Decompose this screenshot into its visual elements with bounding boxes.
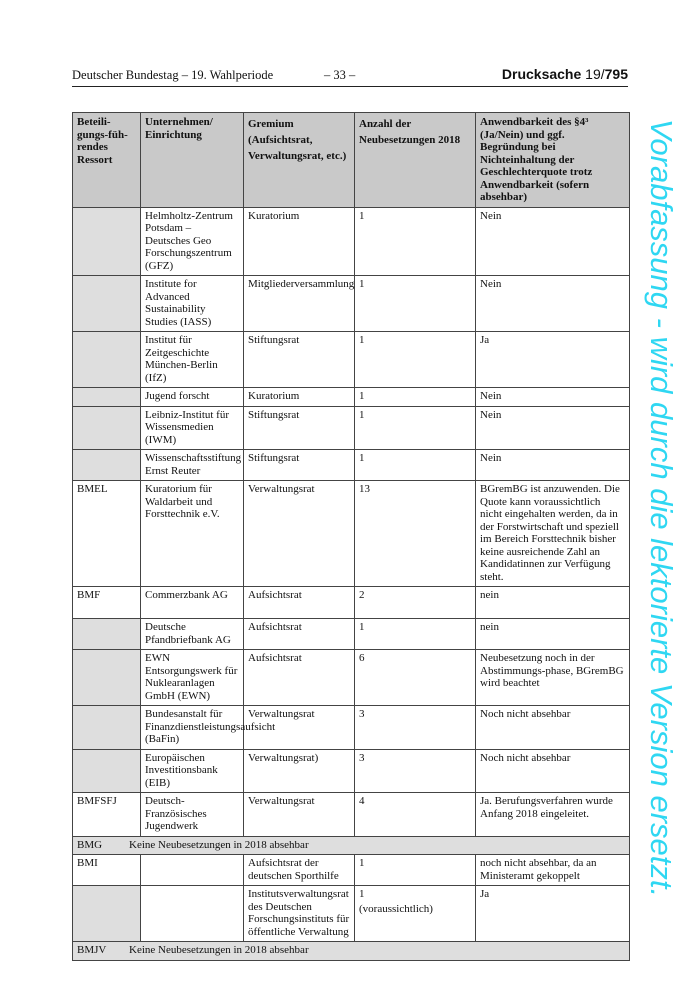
cell-unternehmen <box>141 886 244 942</box>
table-row <box>73 450 630 481</box>
cell-unternehmen: Bundesanstalt für Finanzdienstleistungsaufsicht (BaFin) <box>141 706 244 750</box>
page-header <box>72 68 628 87</box>
table-row <box>73 706 630 750</box>
cell-unternehmen: Europäischen Investitionsbank (EIB) <box>141 749 244 793</box>
cell-anzahl: 1 <box>355 332 476 388</box>
cell-anwendbarkeit: Ja. Berufungsverfahren wurde Anfang 2018 eingeleitet. <box>476 793 630 837</box>
drucksache-page: 795 <box>604 66 628 82</box>
drucksache-number: 19/ <box>581 66 605 82</box>
cell-anwendbarkeit: Nein <box>476 450 630 481</box>
col-header-unternehmen: Unternehmen/ Einrichtung <box>141 113 244 208</box>
table-row <box>73 650 630 706</box>
cell-gremium: Kuratorium <box>244 207 355 276</box>
cell-unternehmen: EWN Entsorgungswerk für Nuklearanlagen GmbH (EWN) <box>141 650 244 706</box>
cell-gremium: Verwaltungsrat) <box>244 749 355 793</box>
cell-anzahl: 3 <box>355 706 476 750</box>
cell-gremium: Aufsichtsrat <box>244 587 355 619</box>
cell-anzahl: 1 <box>355 406 476 450</box>
table-row <box>73 388 630 407</box>
cell-unternehmen: Leibniz-Institut für Wissensmedien (IWM) <box>141 406 244 450</box>
cell-ressort <box>73 706 141 750</box>
cell-anzahl: 1 <box>355 276 476 332</box>
cell-gremium: Stiftungsrat <box>244 406 355 450</box>
table-row <box>73 855 630 886</box>
cell-ressort: BMJV <box>77 944 107 956</box>
table-row <box>73 587 630 619</box>
cell-unternehmen: Wissenschaftsstiftung Ernst Reuter <box>141 450 244 481</box>
cell-ressort <box>73 332 141 388</box>
cell-unternehmen: Helmholtz-Zentrum Potsdam – Deutsches Geo Forschungszentrum (GFZ) <box>141 207 244 276</box>
cell-anwendbarkeit: Nein <box>476 207 630 276</box>
table-row <box>73 481 630 587</box>
cell-anwendbarkeit: noch nicht absehbar, da an Ministeramt gekoppelt <box>476 855 630 886</box>
neubesetzungen-table <box>72 112 630 961</box>
cell-anwendbarkeit: Ja <box>476 332 630 388</box>
cell-gremium: Institutsverwaltungsrat des Deutschen Forschungsinstituts für öffentliche Verwaltung <box>244 886 355 942</box>
cell-unternehmen <box>141 855 244 886</box>
watermark-text: Vorabfassung - wird durch die lektorierte Version ersetzt. <box>644 118 679 898</box>
cell-anwendbarkeit: Nein <box>476 406 630 450</box>
cell-unternehmen: Kuratorium für Waldarbeit und Forsttechnik e.V. <box>141 481 244 587</box>
cell-anzahl: 6 <box>355 650 476 706</box>
cell-gremium: Verwaltungsrat <box>244 706 355 750</box>
cell-anwendbarkeit: Neubesetzung noch in der Abstimmungs-phase, BGremBG wird beachtet <box>476 650 630 706</box>
cell-ressort <box>73 650 141 706</box>
cell-anzahl: 1 <box>355 388 476 407</box>
cell-anzahl <box>355 855 476 886</box>
cell-anzahl: 3 <box>355 749 476 793</box>
col-header-ressort: Beteili-gungs-füh-rendes Ressort <box>73 113 141 208</box>
table-row <box>73 207 630 276</box>
table-row <box>73 749 630 793</box>
cell-span-text: Keine Neubesetzungen in 2018 absehbar <box>129 838 309 851</box>
cell-ressort <box>73 749 141 793</box>
cell-anwendbarkeit: nein <box>476 587 630 619</box>
cell-anzahl: 2 <box>355 587 476 619</box>
cell-anwendbarkeit: Noch nicht absehbar <box>476 706 630 750</box>
cell-anzahl: 13 <box>355 481 476 587</box>
cell-unternehmen: Commerzbank AG <box>141 587 244 619</box>
cell-anwendbarkeit: Noch nicht absehbar <box>476 749 630 793</box>
table-row <box>73 332 630 388</box>
cell-span-bmjv <box>73 942 630 961</box>
cell-gremium: Mitgliederversammlung <box>244 276 355 332</box>
col-header-anzahl: Anzahl der Neubesetzungen 2018 <box>355 113 476 208</box>
cell-gremium: Stiftungsrat <box>244 450 355 481</box>
cell-gremium: Verwaltungsrat <box>244 793 355 837</box>
cell-ressort <box>73 388 141 407</box>
header-page-number: – 33 – <box>324 68 356 82</box>
cell-gremium: Stiftungsrat <box>244 332 355 388</box>
cell-anzahl: 4 <box>355 793 476 837</box>
cell-unternehmen: Institute for Advanced Sustainability Studies (IASS) <box>141 276 244 332</box>
table-header-row <box>73 113 630 208</box>
cell-ressort: BMG <box>77 838 103 851</box>
cell-gremium: Verwaltungsrat <box>244 481 355 587</box>
cell-anzahl: 1 <box>355 619 476 650</box>
cell-gremium: Aufsichtsrat der deutschen Sporthilfe <box>244 855 355 886</box>
cell-span-bmg <box>73 836 630 855</box>
cell-ressort <box>73 886 141 942</box>
cell-anzahl-note: (voraussichtlich) <box>359 902 433 915</box>
table-row <box>73 276 630 332</box>
table-row-bmjv <box>73 942 630 961</box>
cell-unternehmen: Jugend forscht <box>141 388 244 407</box>
table-row <box>73 619 630 650</box>
cell-anzahl: 1 <box>355 450 476 481</box>
col-header-gremium: Gremium (Aufsichtsrat, Verwaltungsrat, etc.) <box>244 113 355 208</box>
cell-ressort <box>73 619 141 650</box>
cell-gremium: Aufsichtsrat <box>244 619 355 650</box>
table-row-bmg <box>73 836 630 855</box>
drucksache-label: Drucksache <box>501 66 582 82</box>
cell-span-text: Keine Neubesetzungen in 2018 absehbar <box>129 944 309 956</box>
cell-unternehmen: Deutsche Pfandbriefbank AG <box>141 619 244 650</box>
cell-gremium: Kuratorium <box>244 388 355 407</box>
cell-unternehmen: Deutsch-Französisches Jugendwerk <box>141 793 244 837</box>
header-drucksache <box>502 66 628 82</box>
cell-gremium: Aufsichtsrat <box>244 650 355 706</box>
cell-ressort <box>73 406 141 450</box>
col-header-anwendbarkeit: Anwendbarkeit des §4³ (Ja/Nein) und ggf. Begründung bei Nichteinhaltung der Geschlechterquote trotz Anwendbarkeit (sofern absehbar) <box>476 113 630 208</box>
cell-anzahl: 1 <box>355 207 476 276</box>
cell-ressort: BMF <box>73 587 141 619</box>
header-periode: Deutscher Bundestag – 19. Wahlperiode <box>72 68 274 82</box>
cell-ressort <box>73 450 141 481</box>
cell-anwendbarkeit: nein <box>476 619 630 650</box>
cell-ressort: BMI <box>73 855 141 886</box>
vorabfassung-watermark <box>636 108 686 908</box>
cell-anzahl <box>355 886 476 942</box>
cell-anwendbarkeit: Nein <box>476 388 630 407</box>
cell-ressort: BMEL <box>73 481 141 587</box>
cell-anwendbarkeit: Nein <box>476 276 630 332</box>
table-row <box>73 793 630 837</box>
cell-anwendbarkeit: BGremBG ist anzuwenden. Die Quote kann voraussichtlich nicht eingehalten werden, da in der Forstwirtschaft und speziell im Bereich Forsttechnik bisher keine ausreichende Zahl an Kandidatinnen zur Verfügung steht. <box>476 481 630 587</box>
table-row <box>73 406 630 450</box>
table-row <box>73 886 630 942</box>
cell-anzahl-value: 1 <box>359 857 365 869</box>
cell-ressort <box>73 276 141 332</box>
cell-ressort <box>73 207 141 276</box>
cell-ressort: BMFSFJ <box>73 793 141 837</box>
cell-unternehmen: Institut für Zeitgeschichte München-Berlin (IfZ) <box>141 332 244 388</box>
cell-anzahl-value: 1 <box>359 888 365 900</box>
cell-anwendbarkeit: Ja <box>476 886 630 942</box>
